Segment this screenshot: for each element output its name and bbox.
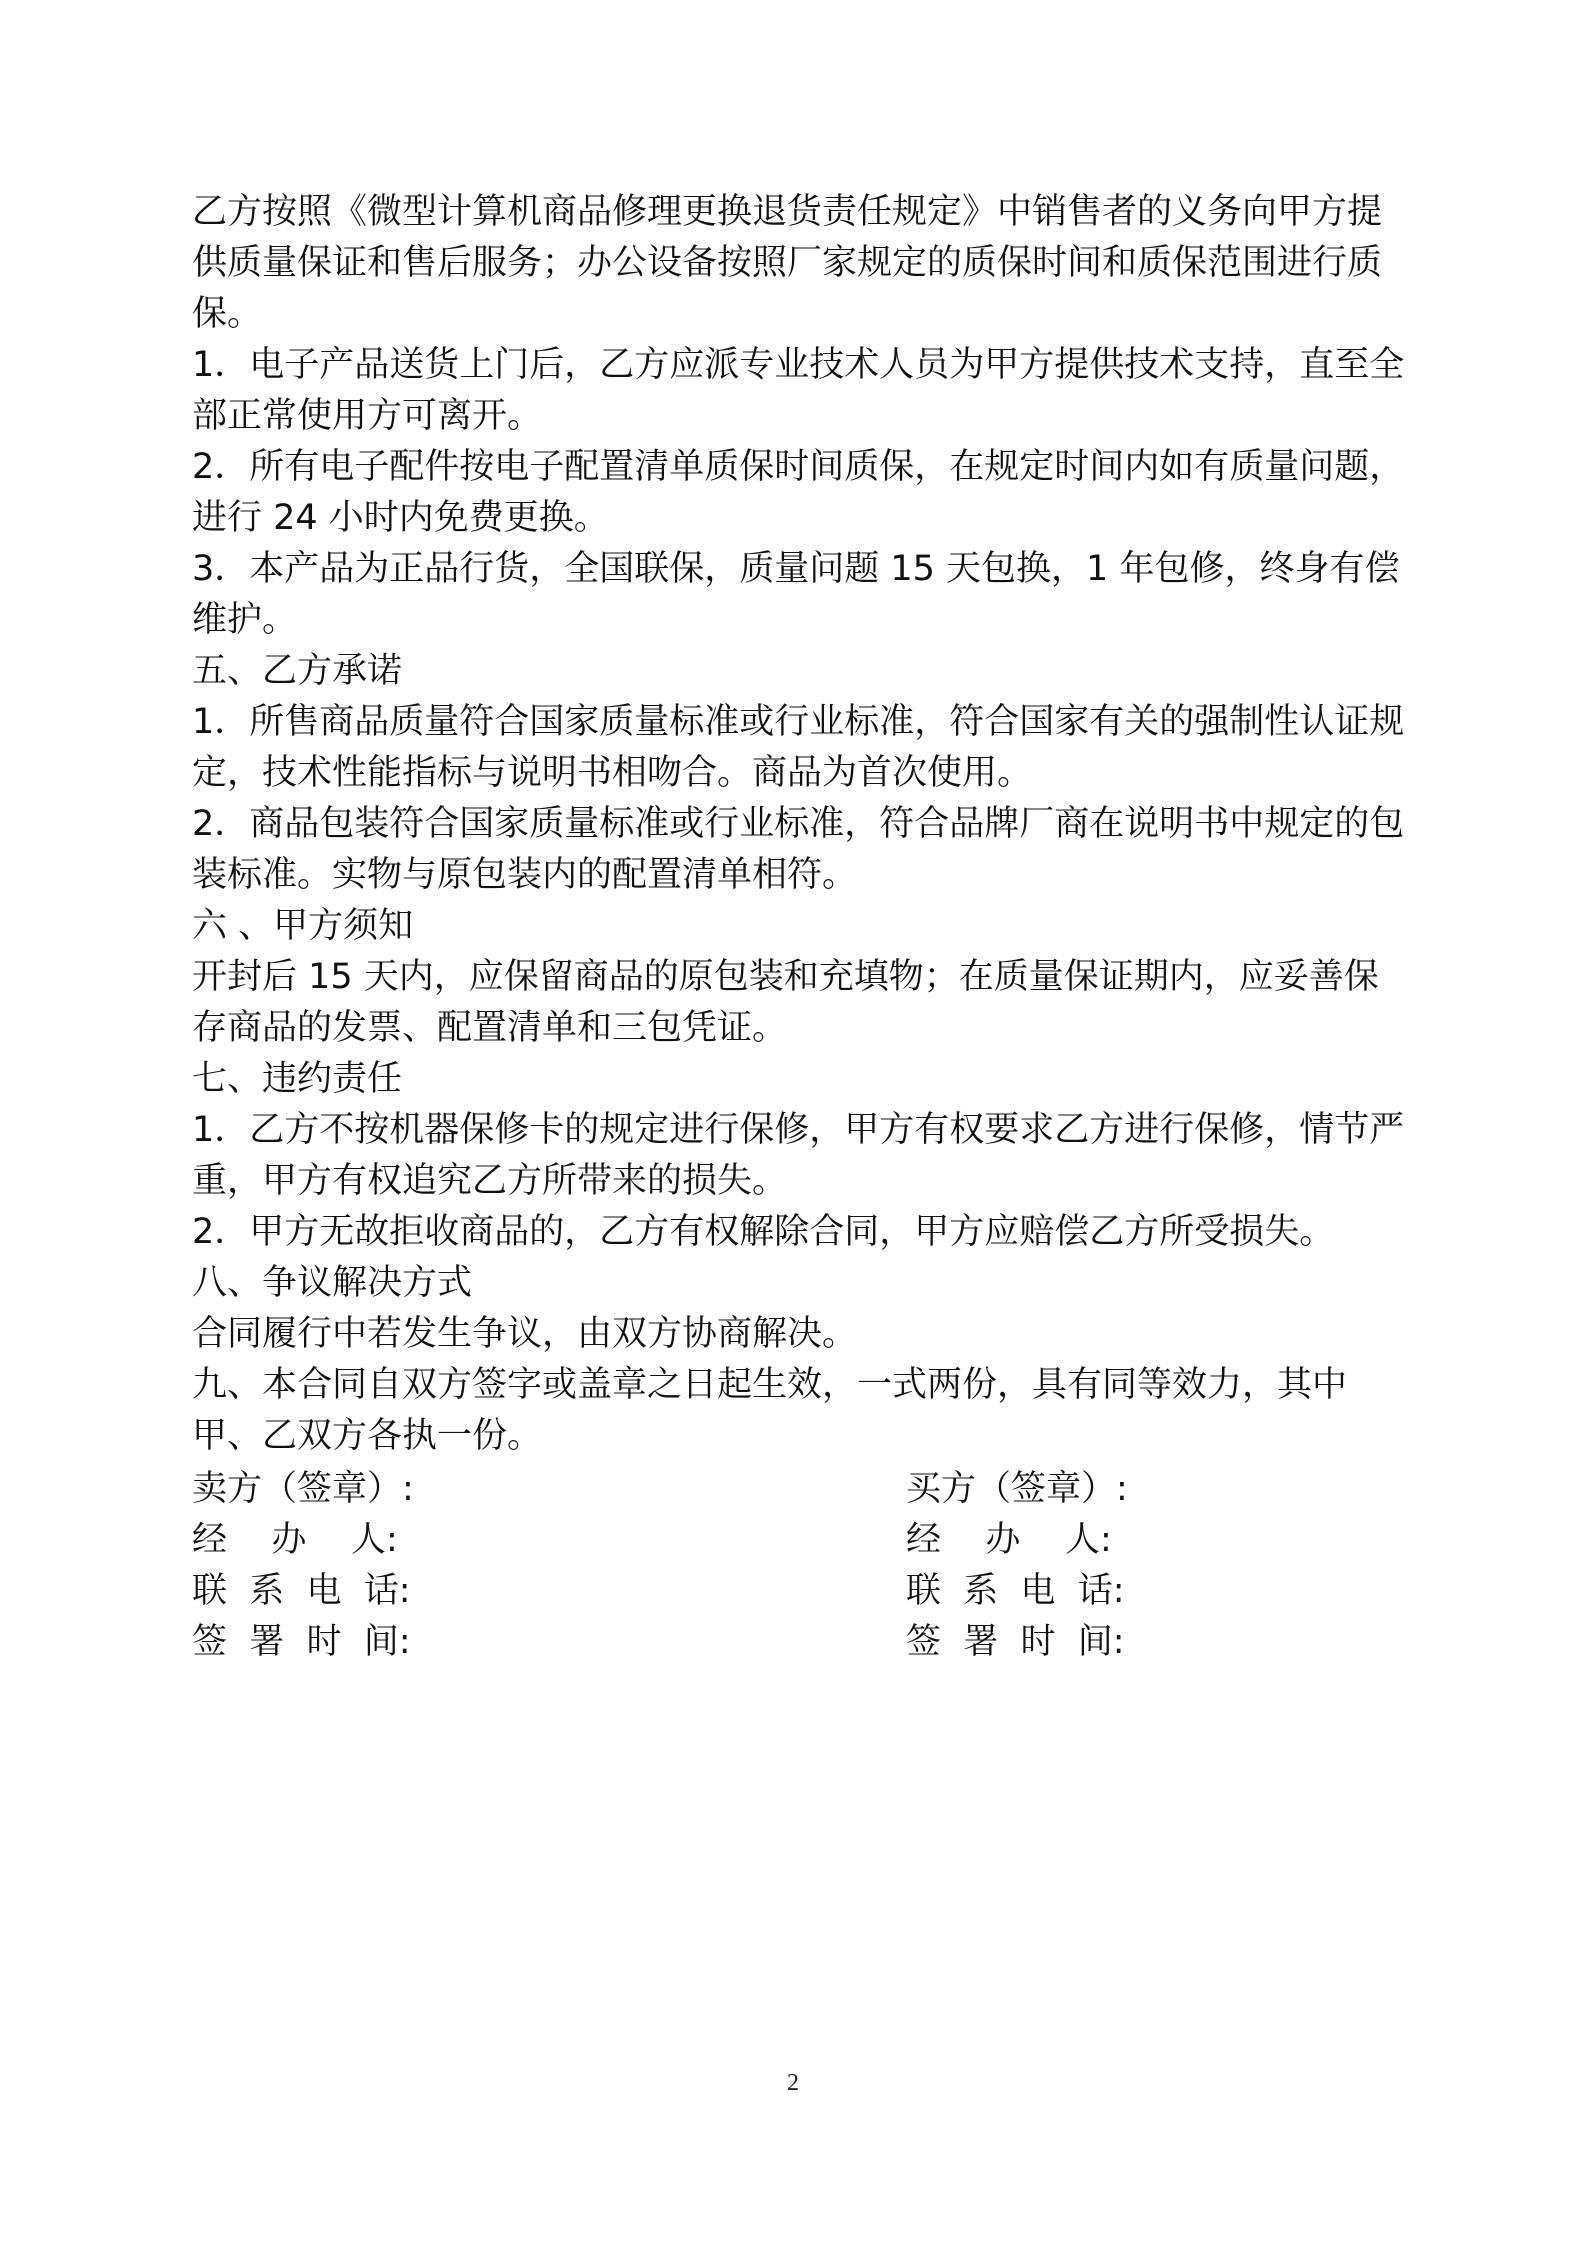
clause-item: 开封后 15 天内，应保留商品的原包装和充填物；在质量保证期内，应妥善保存商品的发票、配置清单和三包凭证。 bbox=[192, 957, 1379, 1048]
section-heading: 八、争议解决方式 bbox=[192, 1263, 473, 1303]
signature-block bbox=[192, 1464, 1412, 1668]
clause-item: 2．商品包装符合国家质量标准或行业标准，符合品牌厂商在说明书中规定的包装标准。实物与原包装内的配置清单相符。 bbox=[192, 804, 1405, 895]
clause-item: 合同履行中若发生争议，由双方协商解决。 bbox=[192, 1314, 858, 1354]
signature-row-agent bbox=[192, 1515, 1412, 1566]
contract-body bbox=[192, 187, 1412, 1462]
seller-date-label: 签 署 时 间: bbox=[192, 1622, 411, 1662]
buyer-phone-label: 联 系 电 话: bbox=[906, 1571, 1125, 1611]
clause-item: 2．所有电子配件按电子配置清单质保时间质保，在规定时间内如有质量问题，进行 24 小时内免费更换。 bbox=[192, 447, 1405, 538]
section-heading: 六 、甲方须知 bbox=[192, 906, 414, 946]
page-number: 2 bbox=[787, 2070, 799, 2096]
seller-signature-label: 卖方（签章）: bbox=[192, 1469, 414, 1509]
clause-item: 1．乙方不按机器保修卡的规定进行保修，甲方有权要求乙方进行保修，情节严重，甲方有权追究乙方所带来的损失。 bbox=[192, 1110, 1405, 1201]
buyer-agent-label: 经 办 人: bbox=[906, 1520, 1112, 1560]
buyer-date-label: 签 署 时 间: bbox=[906, 1622, 1125, 1662]
signature-row-title bbox=[192, 1464, 1412, 1515]
clause-item: 3．本产品为正品行货，全国联保，质量问题 15 天包换，1 年包修，终身有偿维护。 bbox=[192, 549, 1400, 640]
clause-item: 2．甲方无故拒收商品的，乙方有权解除合同，甲方应赔偿乙方所受损失。 bbox=[192, 1212, 1335, 1252]
section-heading: 七、违约责任 bbox=[192, 1059, 403, 1099]
section-heading: 五、乙方承诺 bbox=[192, 651, 403, 691]
clause-item: 1．所售商品质量符合国家质量标准或行业标准，符合国家有关的强制性认证规定，技术性能指标与说明书相吻合。商品为首次使用。 bbox=[192, 702, 1405, 793]
seller-phone-label: 联 系 电 话: bbox=[192, 1571, 411, 1611]
warranty-intro-paragraph: 乙方按照《微型计算机商品修理更换退货责任规定》中销售者的义务向甲方提供质量保证和售后服务；办公设备按照厂家规定的质保时间和质保范围进行质保。 bbox=[192, 192, 1383, 334]
section-heading: 九、本合同自双方签字或盖章之日起生效，一式两份，具有同等效力，其中甲、乙双方各执一份。 bbox=[192, 1365, 1348, 1456]
signature-row-phone bbox=[192, 1566, 1412, 1617]
buyer-signature-label: 买方（签章）: bbox=[906, 1469, 1128, 1509]
signature-row-date bbox=[192, 1617, 1412, 1668]
clause-item: 1．电子产品送货上门后，乙方应派专业技术人员为甲方提供技术支持，直至全部正常使用方可离开。 bbox=[192, 345, 1405, 436]
seller-agent-label: 经 办 人: bbox=[192, 1520, 398, 1560]
